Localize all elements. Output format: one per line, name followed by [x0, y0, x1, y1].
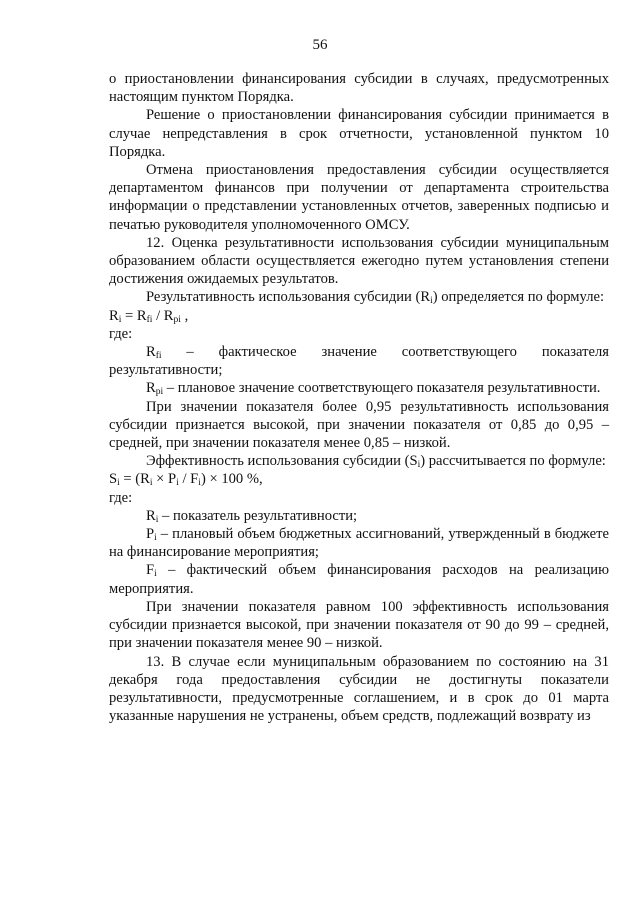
page-number: 56 — [312, 37, 328, 53]
definition-rpi: $R_{pi}$ – плановое значение соответствующего показателя результативности. — [146, 380, 601, 398]
paragraph-suspension-cancel: Отмена приостановления предоставления субсидии осуществляется департаментом финансов при получении от департамента строительства информации о представлении установленных отчетов, заверенных подписью и печатью руководителя уполномоченного ОМСУ. — [109, 162, 609, 233]
paragraph-continuation: о приостановлении финансирования субсидии в случаях, предусмотренных настоящим пунктом Порядка. — [109, 71, 609, 106]
paragraph-item-13: 13. В случае если муниципальным образованием по состоянию на 31 декабря года предоставления субсидии не достигнуты показатели результативности, предусмотренные соглашением, и в срок до 01 марта указанные нарушения не устранены, объем средств, подлежащий возврату из — [109, 653, 609, 725]
where-label: где: — [109, 325, 133, 342]
formula-efficiency: $S_i = (R_i \times P_i / F_i) \times 100$ %, — [109, 471, 263, 489]
paragraph-efficiency-thresholds: При значении показателя равном 100 эффективность использования субсидии признается высокой, при значении показателя от 90 до 99 – средней, при значении показателя менее 90 – низкой. — [109, 598, 609, 652]
paragraph-suspension-decision: Решение о приостановлении финансирования субсидии принимается в случае непредставления в срок отчетности, установленной пунктом 10 Порядка. — [109, 107, 609, 160]
paragraph-result-thresholds: При значении показателя более 0,95 результативность использования субсидии признается высокой, при значении показателя от 0,85 до 0,95 – средней, при значении показателя менее 0,85 – низкой. — [109, 398, 609, 452]
where-label: где: — [109, 489, 133, 506]
formula-result: $R_i = R_{fi} / R_{pi}$ , — [109, 307, 189, 325]
definition-rfi: $R_{fi}$ – фактическое значение соответствующего показателя результативности; — [109, 344, 609, 379]
paragraph-efficiency-intro: Эффективность использования субсидии $(S_i)$ рассчитывается по формуле: — [146, 453, 606, 471]
paragraph-result-intro: Результативность использования субсидии $(R_i)$ определяется по формуле: — [146, 289, 605, 307]
paragraph-item-12: 12. Оценка результативности использования субсидии муниципальным образованием области осуществляется ежегодно путем установления степени достижения ожидаемых результатов. — [109, 234, 609, 288]
definition-fi: $F_i$ – фактический объем финансирования расходов на реализацию мероприятия. — [109, 562, 609, 597]
body-text — [109, 70, 609, 725]
definition-pi: $P_i$ – плановый объем бюджетных ассигнований, утвержденный в бюджете на финансирование мероприятия; — [109, 526, 609, 561]
definition-ri: $R_i$ – показатель результативности; — [146, 507, 358, 525]
